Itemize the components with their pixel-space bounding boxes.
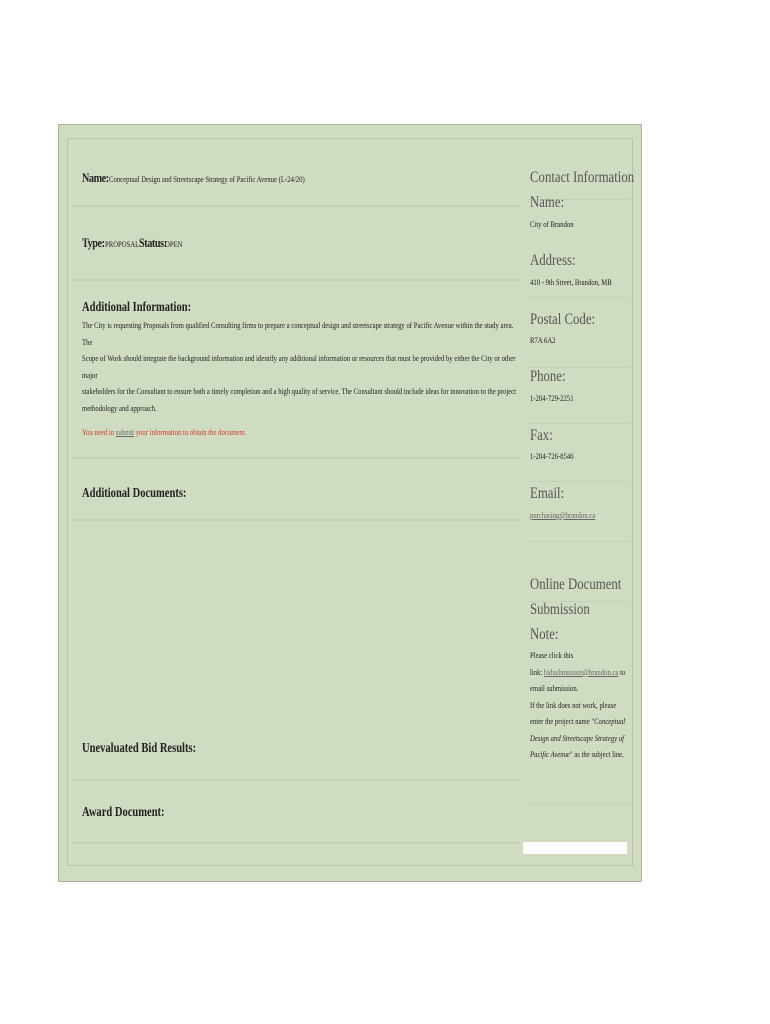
notice-before: You need to bbox=[82, 427, 116, 437]
email-link[interactable]: purchasing@brandon.ca bbox=[530, 510, 596, 520]
blank-bar bbox=[523, 842, 627, 854]
note-label: Note: bbox=[530, 626, 559, 643]
note-italic: Design and Streetscape Strategy of bbox=[530, 732, 624, 743]
fax-label: Fax: bbox=[530, 427, 553, 444]
address-label: Address: bbox=[530, 252, 576, 269]
row-divider bbox=[72, 457, 520, 459]
unevaluated-bid-results-heading: Unevaluated Bid Results: bbox=[82, 740, 197, 755]
type-status-line bbox=[82, 235, 187, 251]
note-line bbox=[530, 664, 624, 681]
row-divider bbox=[72, 842, 520, 844]
additional-info-line: The City is requesting Proposals from qualified Consulting firms to prepare a conceptual design and streetscape strategy of Pacific Avenue within the study area. The bbox=[82, 320, 514, 347]
note-suffix: " as the subject line. bbox=[569, 749, 624, 759]
phone-label: Phone: bbox=[530, 368, 566, 385]
note-line: Please click this bbox=[530, 650, 574, 660]
contact-divider bbox=[525, 481, 629, 482]
additional-info-text bbox=[82, 317, 519, 416]
contact-info-title: Contact Information bbox=[530, 169, 635, 186]
address-value: 410 - 9th Street, Brandon, MB bbox=[530, 277, 612, 287]
postal-code-value: R7A 6A2 bbox=[530, 335, 556, 345]
additional-info-line: Scope of Work should integrate the background information and identify any additional information or resources that must be provided by either the City or other major bbox=[82, 353, 516, 380]
additional-documents-heading: Additional Documents: bbox=[82, 485, 187, 500]
submit-notice bbox=[82, 427, 293, 437]
document-panel bbox=[58, 124, 642, 882]
name-label: Name: bbox=[82, 170, 109, 185]
submit-notice-text bbox=[82, 427, 246, 437]
additional-info-line: stakeholders for the Consultant to ensure both a timely completion and a high quality of service. The Consultant should include ideas for innovation to the project bbox=[82, 386, 516, 396]
additional-info-heading: Additional Information: bbox=[82, 299, 192, 314]
note-line bbox=[530, 713, 624, 730]
bid-submission-link[interactable]: bidsubmission@brandon.ca bbox=[543, 666, 619, 677]
phone-value: 1-204-729-2251 bbox=[530, 393, 574, 403]
note-italic: Conceptual bbox=[594, 716, 626, 726]
note-italic: Pacific Avenue bbox=[530, 749, 570, 759]
note-line: If the link does not work, please bbox=[530, 699, 617, 710]
contact-divider bbox=[525, 423, 629, 424]
note-link-suffix: to bbox=[618, 666, 626, 677]
note-link-prefix: link: bbox=[530, 666, 544, 677]
contact-name-label: Name: bbox=[530, 194, 565, 211]
project-name-line bbox=[82, 170, 360, 186]
email-label: Email: bbox=[530, 485, 565, 502]
note-prefix: enter the project name " bbox=[530, 716, 595, 726]
document-inner-frame bbox=[67, 138, 633, 866]
fax-value: 1-204-726-8546 bbox=[530, 451, 574, 461]
note-line: email submission. bbox=[530, 683, 579, 693]
online-submission-title-1: Online Document bbox=[530, 576, 622, 593]
additional-info-line: methodology and approach. bbox=[82, 402, 157, 413]
notice-after: your information to obtain the document. bbox=[134, 427, 247, 437]
note-line bbox=[530, 746, 624, 763]
online-submission-title-2: Submission bbox=[530, 601, 590, 618]
contact-name-value: City of Brandon bbox=[530, 219, 574, 229]
note-line bbox=[530, 730, 624, 747]
row-divider bbox=[72, 279, 520, 281]
row-divider bbox=[72, 779, 520, 781]
type-value: PROPOSAL bbox=[105, 239, 140, 249]
award-document-heading: Award Document: bbox=[82, 804, 165, 819]
type-label: Type: bbox=[82, 235, 105, 250]
submit-link[interactable]: submit bbox=[115, 427, 135, 437]
contact-divider bbox=[525, 297, 629, 298]
postal-code-label: Postal Code: bbox=[530, 311, 596, 328]
submission-note bbox=[530, 647, 624, 763]
contact-divider bbox=[525, 541, 629, 542]
email-value bbox=[530, 510, 595, 520]
project-name-value: Conceptual Design and Streetscape Strategy of Pacific Avenue (L-24/20) bbox=[109, 174, 306, 184]
status-label: Status: bbox=[139, 235, 167, 250]
row-divider bbox=[72, 205, 520, 207]
status-value: OPEN bbox=[164, 239, 183, 249]
contact-divider bbox=[525, 803, 629, 804]
row-divider bbox=[72, 519, 520, 521]
